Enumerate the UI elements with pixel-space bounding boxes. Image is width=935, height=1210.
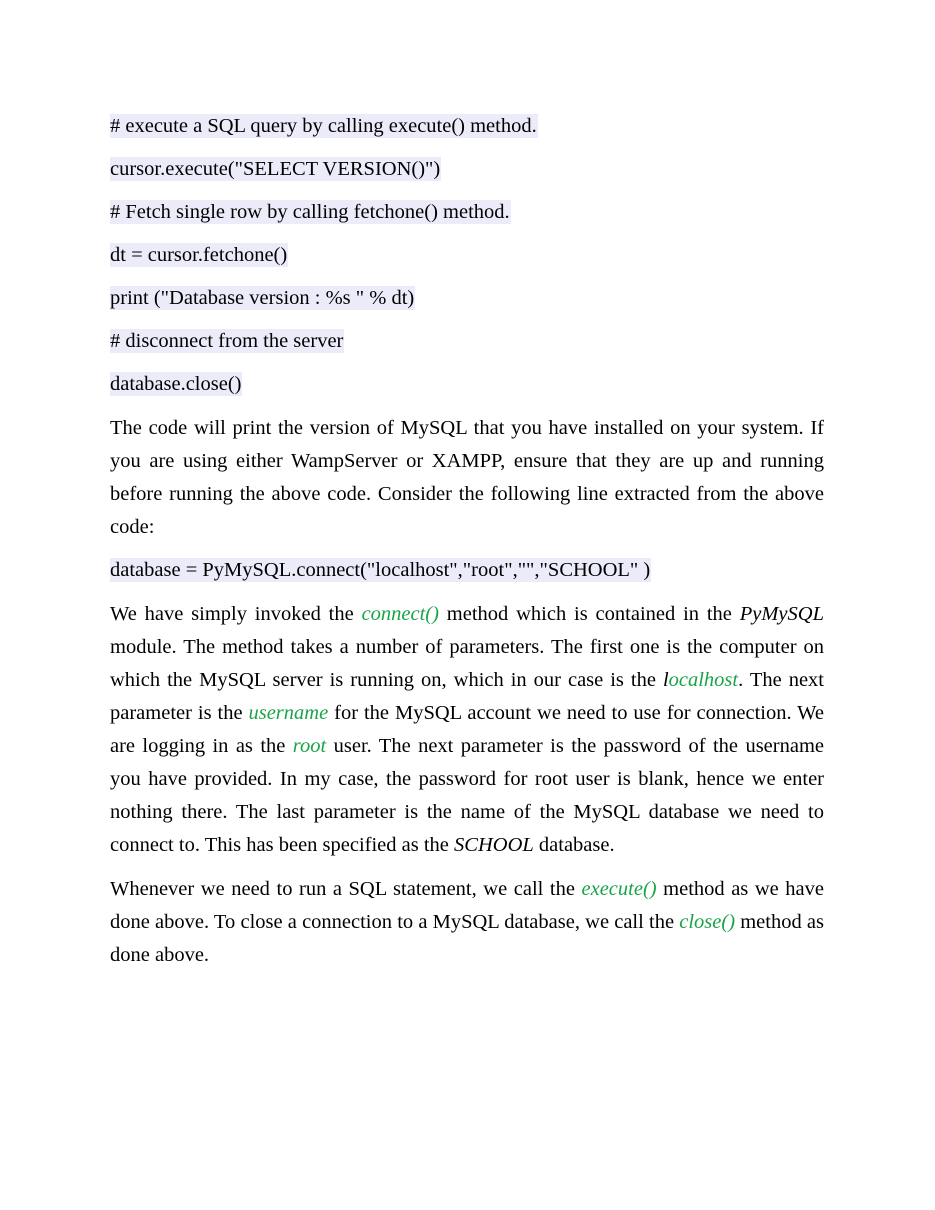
code-line bbox=[110, 154, 824, 184]
keyword-close: close() bbox=[679, 911, 736, 933]
text-run: method as done above. bbox=[110, 911, 824, 966]
code-text: cursor.execute("SELECT VERSION()") bbox=[110, 158, 441, 180]
keyword-connect: connect() bbox=[361, 603, 439, 625]
paragraph-execute-close bbox=[110, 873, 824, 972]
code-line bbox=[110, 326, 824, 356]
keyword-school: SCHOOL bbox=[454, 834, 534, 856]
code-block bbox=[110, 111, 824, 399]
text-run: database. bbox=[533, 834, 615, 856]
code-line bbox=[110, 111, 824, 141]
code-text: # disconnect from the server bbox=[110, 330, 344, 352]
keyword-execute: execute() bbox=[581, 878, 657, 900]
text-run: method as we have done above. To close a connection to a MySQL database, we call the bbox=[110, 878, 824, 933]
paragraph-code-explanation: The code will print the version of MySQL that you have installed on your system. If you are using either WampServer or XAMPP, ensure that they are up and running before running the above code. Consider the following line extracted from the above code: bbox=[110, 417, 824, 538]
code-line bbox=[110, 240, 824, 270]
text-run: user. The next parameter is the password of the username you have provided. In my case, the password for root user is blank, hence we enter nothing there. The last parameter is the name of the MySQL database we need to connect to. This has been specified as the bbox=[110, 735, 824, 856]
keyword-username: username bbox=[248, 702, 329, 724]
paragraph-connect-explanation bbox=[110, 598, 824, 862]
code-text: database.close() bbox=[110, 373, 242, 395]
code-text: # Fetch single row by calling fetchone() method. bbox=[110, 201, 510, 223]
text-run: method which is contained in the bbox=[438, 603, 740, 625]
code-text: dt = cursor.fetchone() bbox=[110, 244, 288, 266]
text-run: . The next parameter is the bbox=[110, 669, 825, 724]
code-line bbox=[110, 283, 824, 313]
text-run: We have simply invoked the bbox=[110, 603, 362, 625]
code-text: print ("Database version : %s " % dt) bbox=[110, 287, 415, 309]
document-page bbox=[110, 111, 824, 983]
keyword-localhost: ocalhost bbox=[668, 669, 739, 691]
text-run: for the MySQL account we need to use for connection. We are logging in as the bbox=[110, 702, 824, 757]
keyword-pymysql: PyMySQL bbox=[739, 603, 824, 625]
code-line-connect bbox=[110, 555, 824, 585]
keyword-root: root bbox=[292, 735, 327, 757]
code-text: database = PyMySQL.connect("localhost","root","","SCHOOL" ) bbox=[110, 559, 651, 581]
text-run: module. The method takes a number of parameters. The first one is the computer on which the MySQL server is running on, which in our case is the bbox=[110, 636, 824, 691]
code-line bbox=[110, 369, 824, 399]
code-text: # execute a SQL query by calling execute() method. bbox=[110, 115, 537, 137]
code-line bbox=[110, 197, 824, 227]
keyword-localhost-first-letter: l bbox=[662, 669, 669, 691]
text-run: Whenever we need to run a SQL statement, we call the bbox=[110, 878, 582, 900]
